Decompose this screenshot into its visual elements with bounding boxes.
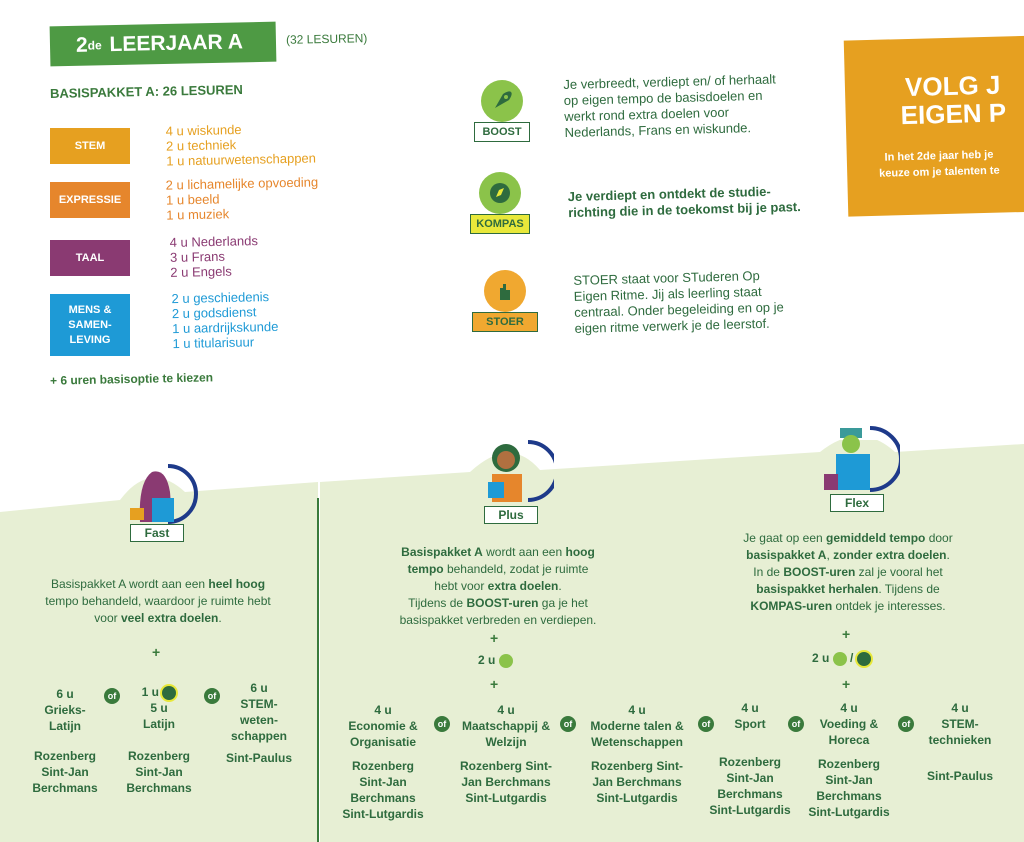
title-label: LEERJAAR A <box>109 30 244 57</box>
grade-sup: de <box>87 38 102 53</box>
or-badge: of <box>104 688 120 704</box>
flex-avatar <box>824 424 894 496</box>
hand-icon <box>484 270 526 312</box>
list-item: 2 u lichamelijke opvoeding <box>165 174 319 193</box>
fast-text-b: heel hoog <box>208 577 266 591</box>
flex-tag: Flex <box>830 494 884 512</box>
list-item: 1 u natuurwetenschappen <box>166 150 317 169</box>
rocket-icon <box>499 654 513 668</box>
or-badge: of <box>698 716 714 732</box>
flex-line3a: In de <box>753 565 784 579</box>
option-hours: 4 u <box>374 703 392 717</box>
flex-plus1: + <box>842 626 851 642</box>
plus-line2a: tempo <box>407 562 444 576</box>
plus-line3b: extra doelen <box>487 579 559 593</box>
fast-option-1 <box>32 686 98 796</box>
option-name: STEM- technieken <box>928 717 992 747</box>
plus-plus1: + <box>490 630 499 646</box>
option-name: Moderne talen & Wetenschappen <box>590 719 684 749</box>
flex-line1a: Je gaat op een <box>743 531 827 545</box>
list-item: 2 u techniek <box>165 137 237 154</box>
option-name: Maatschappij & Welzijn <box>461 719 551 749</box>
option-name: Sport <box>734 717 766 731</box>
flex-line1c: door <box>925 531 953 545</box>
boost-badge <box>474 80 530 144</box>
option-schools: Sint-Paulus <box>226 751 293 765</box>
flex-line5a: KOMPAS-uren <box>750 599 833 613</box>
plus-line1c: hoog <box>565 545 595 559</box>
fast-text-a: Basispakket A wordt aan een <box>50 577 209 591</box>
flex-plus2: + <box>842 676 851 692</box>
kompas-badge <box>470 172 530 236</box>
flex-line1b: gemiddeld tempo <box>826 531 926 545</box>
list-item: 4 u Nederlands <box>169 233 259 250</box>
fast-description <box>40 576 276 627</box>
flex-description <box>716 530 980 615</box>
category-stem-list <box>166 120 317 168</box>
plus-line5: basispakket verbreden en verdiepen. <box>399 613 597 627</box>
or-badge: of <box>560 716 576 732</box>
plus-line1b: wordt aan een <box>482 545 566 559</box>
option-hours: 4 u <box>628 703 646 717</box>
flex-line4b: . Tijdens de <box>878 582 940 596</box>
list-item: 1 u muziek <box>166 206 230 223</box>
plus-line3a: hebt voor <box>434 579 488 593</box>
grade-number: 2 <box>75 33 88 57</box>
flex-hours <box>812 650 902 666</box>
option-hours: 1 u <box>141 685 159 699</box>
plus-avatar <box>484 438 554 506</box>
option-name: Economie & Organisatie <box>348 719 418 749</box>
option-stem-technieken <box>920 700 1000 784</box>
compass-icon <box>479 172 521 214</box>
volg-heading-line2: EIGEN P <box>900 97 1007 131</box>
rocket-icon <box>833 652 847 666</box>
option-name: STEM- weten- schappen <box>230 697 287 743</box>
flex-line2d: . <box>946 548 950 562</box>
volg-box <box>844 35 1024 216</box>
volg-text-line1: In het 2de jaar heb je <box>884 148 994 164</box>
plus-description <box>368 544 628 629</box>
list-item: 2 u geschiedenis <box>171 289 270 307</box>
kompas-description: Je verdiept en ontdekt de studie- richting die in de toekomst bij je past. <box>567 183 801 221</box>
or-badge: of <box>898 716 914 732</box>
option-hours: 4 u <box>741 701 759 715</box>
hours-label: 2 u <box>812 651 830 665</box>
option-hours: 4 u <box>951 701 969 715</box>
list-item: 2 u Engels <box>170 263 232 280</box>
plus-line4b: BOOST-uren <box>466 596 539 610</box>
flex-line3b: BOOST-uren <box>783 565 856 579</box>
option-schools: Rozenberg Sint-Jan Berchmans Sint-Lutgardis <box>709 755 791 817</box>
flex-line5b: ontdek je interesses. <box>832 599 946 613</box>
category-mens-samenleving: MENS & SAMEN- LEVING <box>50 294 130 356</box>
option-voeding <box>808 700 890 820</box>
option-schools: Rozenberg Sint-Jan Berchmans <box>126 749 192 795</box>
list-item: 4 u wiskunde <box>165 121 242 139</box>
flex-line2b: , <box>826 548 834 562</box>
flex-line2a: basispakket A <box>746 548 827 562</box>
fast-option-3 <box>226 680 292 766</box>
list-item: 1 u beeld <box>165 191 220 208</box>
option-schools: Rozenberg Sint-Jan Berchmans <box>32 749 98 795</box>
category-mens-list <box>171 289 278 351</box>
category-expressie-list <box>166 174 319 222</box>
plus-line4a: Tijdens de <box>408 596 467 610</box>
plus-hours <box>478 652 528 668</box>
volg-heading-line1: VOLG J <box>904 69 1001 103</box>
fast-avatar <box>128 462 188 520</box>
hours-label: 2 u <box>478 653 496 667</box>
fast-text-c: tempo behandeld, waardoor je ruimte hebt voor <box>45 594 271 625</box>
compass-icon <box>162 686 176 700</box>
volg-text <box>879 147 1000 182</box>
plus-line1a: Basispakket A <box>401 545 483 559</box>
plus-line2b: behandeld, zodat je ruimte <box>443 562 589 576</box>
stoer-description: STOER staat voor STuderen Op Eigen Ritme. Jij als leerling staat centraal. Onder begeleiding en op je eigen ritme verwerk je de leerstof. <box>573 268 784 336</box>
option-schools: Rozenberg Sint-Jan Berchmans Sint-Lutgardis <box>808 757 890 819</box>
option-hours: 4 u <box>497 703 515 717</box>
boost-label: BOOST <box>474 122 530 142</box>
fast-text-e: . <box>218 611 222 625</box>
option-hours: 4 u <box>840 701 858 715</box>
option-moderne-talen <box>584 702 690 806</box>
flex-line2c: zonder extra doelen <box>833 548 947 562</box>
option-sport <box>708 700 792 818</box>
rocket-icon <box>481 80 523 122</box>
or-badge: of <box>788 716 804 732</box>
package-title: BASISPAKKET A: 26 LESUREN <box>49 81 244 102</box>
or-badge: of <box>204 688 220 704</box>
option-name: Voeding & Horeca <box>819 717 879 747</box>
option-hours: 6 u <box>250 681 268 695</box>
option-schools: Rozenberg Sint-Jan Berchmans Sint-Lutgardis <box>460 759 552 805</box>
plus-line3c: . <box>558 579 562 593</box>
category-taal: TAAL <box>50 240 130 276</box>
plus-tag: Plus <box>484 506 538 524</box>
list-item: 1 u aardrijkskunde <box>172 318 279 337</box>
option-economie <box>340 702 426 822</box>
volg-text-line2: keuze om je talenten te <box>879 164 1000 180</box>
flex-line4a: basispakket herhalen <box>756 582 879 596</box>
fast-plus: + <box>152 644 161 660</box>
option-name: Latijn <box>143 717 175 731</box>
fast-tag: Fast <box>130 524 184 542</box>
option-hours: 6 u <box>56 687 74 701</box>
list-item: 1 u titularisuur <box>172 334 255 352</box>
boost-description: Je verbreedt, verdiept en/ of herhaalt op eigen tempo de basisdoelen en werkt rond extra doelen voor Nederlands, Frans en wiskunde. <box>563 71 776 140</box>
fast-option-2 <box>126 684 192 796</box>
category-taal-list <box>170 233 259 280</box>
title-hours: (32 LESUREN) <box>285 31 368 47</box>
plus-line4c: ga je het <box>538 596 588 610</box>
compass-icon <box>857 652 871 666</box>
list-item: 3 u Frans <box>169 248 226 265</box>
option-schools: Rozenberg Sint-Jan Berchmans Sint-Lutgardis <box>342 759 424 821</box>
option-name: Grieks- Latijn <box>44 703 86 733</box>
plus-plus2: + <box>490 676 499 692</box>
option-hours-2: 5 u <box>150 701 168 715</box>
category-expressie: EXPRESSIE <box>50 182 130 218</box>
page-title <box>50 22 277 67</box>
kompas-label: KOMPAS <box>470 214 530 234</box>
extra-hours: + 6 uren basisoptie te kiezen <box>49 370 214 388</box>
stoer-badge <box>472 270 538 334</box>
slash: / <box>850 651 854 665</box>
option-maatschappij <box>460 702 552 806</box>
flex-line3c: zal je vooral het <box>855 565 943 579</box>
or-badge: of <box>434 716 450 732</box>
stoer-label: STOER <box>472 312 538 332</box>
fast-text-d: veel extra doelen <box>120 611 219 625</box>
option-schools: Sint-Paulus <box>926 769 993 783</box>
option-schools: Rozenberg Sint-Jan Berchmans Sint-Lutgardis <box>591 759 683 805</box>
category-stem: STEM <box>50 128 130 164</box>
list-item: 2 u godsdienst <box>171 304 257 322</box>
volg-heading <box>900 70 1007 129</box>
